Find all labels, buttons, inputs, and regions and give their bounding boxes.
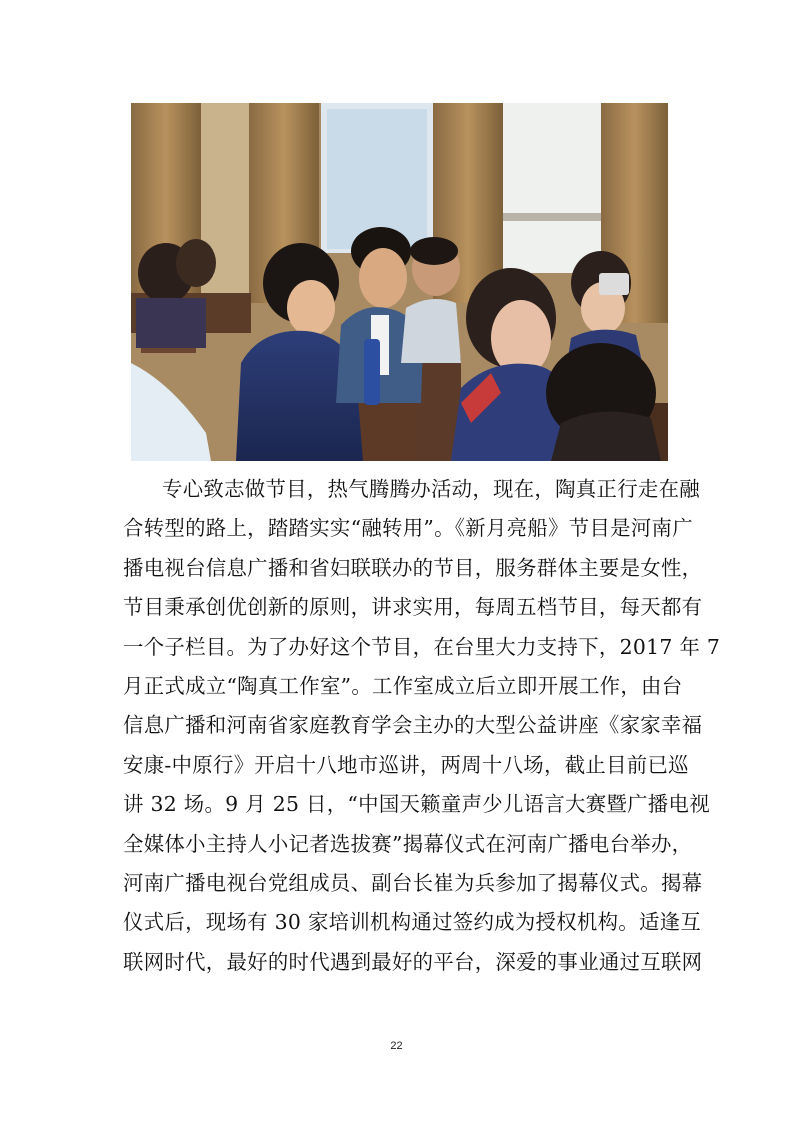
audience-photo-illustration bbox=[131, 103, 668, 461]
paragraph-line: 播电视台信息广播和省妇联联办的节目，服务群体主要是女性， bbox=[123, 555, 703, 580]
paragraph-line: 河南广播电视台党组成员、副台长崔为兵参加了揭幕仪式。揭幕 bbox=[123, 870, 703, 895]
paragraph-line: 安康-中原行》开启十八地市巡讲，两周十八场，截止目前已巡 bbox=[123, 752, 689, 777]
paragraph-line: 讲 32 场。9 月 25 日，“中国天籁童声少儿语言大赛暨广播电视 bbox=[123, 792, 710, 817]
lecture-audience-photo bbox=[131, 103, 668, 461]
paragraph-line: 合转型的路上，踏踏实实“融转用”。《新月亮船》节目是河南广 bbox=[123, 516, 693, 541]
article-paragraph bbox=[123, 470, 721, 982]
paragraph-line: 月正式成立“陶真工作室”。工作室成立后立即开展工作，由台 bbox=[123, 673, 683, 698]
paragraph-line: 节目秉承创优创新的原则，讲求实用，每周五档节目，每天都有 bbox=[123, 595, 703, 620]
page-number: 22 bbox=[390, 1040, 403, 1052]
paragraph-line: 全媒体小主持人小记者选拔赛”揭幕仪式在河南广播电台举办， bbox=[123, 831, 693, 856]
paragraph-line: 专心致志做节目，热气腾腾办活动，现在，陶真正行走在融 bbox=[162, 477, 700, 501]
paragraph-line: 信息广播和河南省家庭教育学会主办的大型公益讲座《家家幸福 bbox=[123, 713, 703, 738]
paragraph-line: 仪式后，现场有 30 家培训机构通过签约成为授权机构。适逢互 bbox=[123, 910, 702, 935]
paragraph-line: 联网时代，最好的时代遇到最好的平台，深爱的事业通过互联网 bbox=[123, 949, 703, 974]
paragraph-line: 一个子栏目。为了办好这个节目，在台里大力支持下，2017 年 7 bbox=[123, 634, 721, 659]
